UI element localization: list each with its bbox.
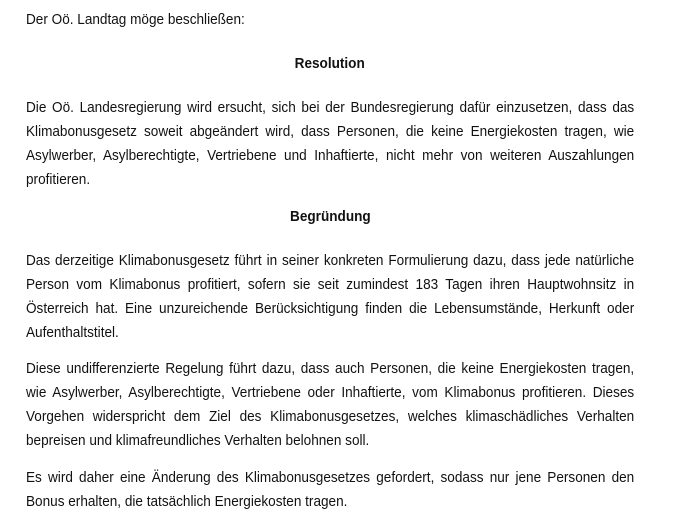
justification-paragraph-3 [26,466,634,514]
resolution-paragraph [26,96,634,192]
paragraph-text: Das derzeitige Klimabonusgesetz führt in seiner konkreten Formulierung dazu, dass jede natürliche Person vom Klimabonus profitiert, sofern sie seit zumindest 183 Tagen ihren Hauptwohnsitz in Österreich hat. Eine unzureichende Berücksichtigung finden die Lebensumstände, Herkunft oder Aufenthaltstitel. [26,253,635,341]
resolution-heading [26,52,634,76]
justification-heading-text: Begründung [289,209,371,225]
paragraph-text: Es wird daher eine Änderung des Klimabonusgesetzes gefordert, sodass nur jene Personen den Bonus erhalten, die tatsächlich Energiekosten tragen. [26,470,635,510]
intro-line [26,8,634,32]
justification-heading [26,205,634,229]
justification-paragraph-1 [26,249,634,345]
resolution-heading-text: Resolution [294,56,366,72]
justification-paragraph-2 [26,357,634,453]
resolution-text: Die Oö. Landesregierung wird ersucht, sich bei der Bundesregierung dafür einzusetzen, dass das Klimabonusgesetz soweit abgeändert wird, dass Personen, die keine Energiekosten tragen, wie Asylwerber, Asylberechtigte, Vertriebene und Inhaftierte, nicht mehr von weiteren Auszahlungen profitieren. [26,100,635,188]
paragraph-text: Diese undifferenzierte Regelung führt dazu, dass auch Personen, die keine Energiekosten tragen, wie Asylwerber, Asylberechtigte, Vertriebene oder Inhaftierte, vom Klimabonus profitieren. Dieses Vorgehen widerspricht dem Ziel des Klimabonusgesetzes, welches klimaschädliches Verhalten bepreisen und klimafreundliches Verhalten belohnen soll. [26,361,635,449]
intro-text: Der Oö. Landtag möge beschließen: [26,12,245,28]
